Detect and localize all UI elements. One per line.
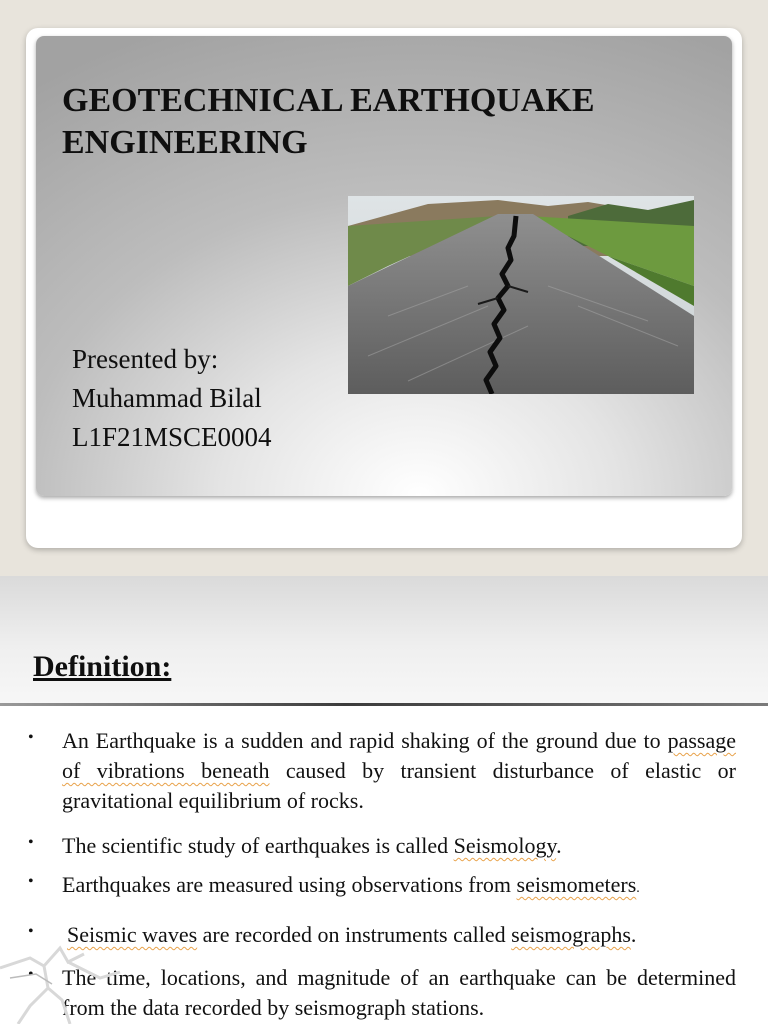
presenter-id: L1F21MSCE0004 [72, 422, 272, 452]
slide-card [26, 28, 742, 548]
bullet-dot: • [28, 729, 34, 746]
bullet-dot: • [28, 873, 34, 890]
title-panel [36, 36, 732, 496]
definition-slide [0, 576, 768, 1024]
bullet-dot: • [28, 923, 34, 940]
presenter-label: Presented by: [72, 344, 219, 374]
cracked-road-image [348, 196, 694, 394]
definition-heading: Definition: [33, 650, 172, 683]
bullet-text: The scientific study of earthquakes is called Seismology. [62, 833, 562, 858]
presenter-block [72, 340, 372, 457]
presenter-name: Muhammad Bilal [72, 383, 262, 413]
header-divider [0, 703, 768, 706]
bullet-text: An Earthquake is a sudden and rapid shaking of the ground due to passage of vibrations beneath caused by transient disturbance of elastic or gravitational equilibrium of rocks. [62, 728, 736, 813]
bullet-text: Earthquakes are measured using observations from seismometers. [62, 872, 640, 897]
bullet-dot: • [28, 966, 34, 983]
slide-header [0, 576, 768, 704]
bullet-text: The time, locations, and magnitude of an earthquake can be determined from the data recorded by seismograph stations. [62, 965, 736, 1020]
bullet-dot: • [28, 834, 34, 851]
slide-title: GEOTECHNICAL EARTHQUAKE ENGINEERING [62, 82, 595, 161]
bullet-text: Seismic waves are recorded on instruments called seismographs. [67, 922, 637, 947]
